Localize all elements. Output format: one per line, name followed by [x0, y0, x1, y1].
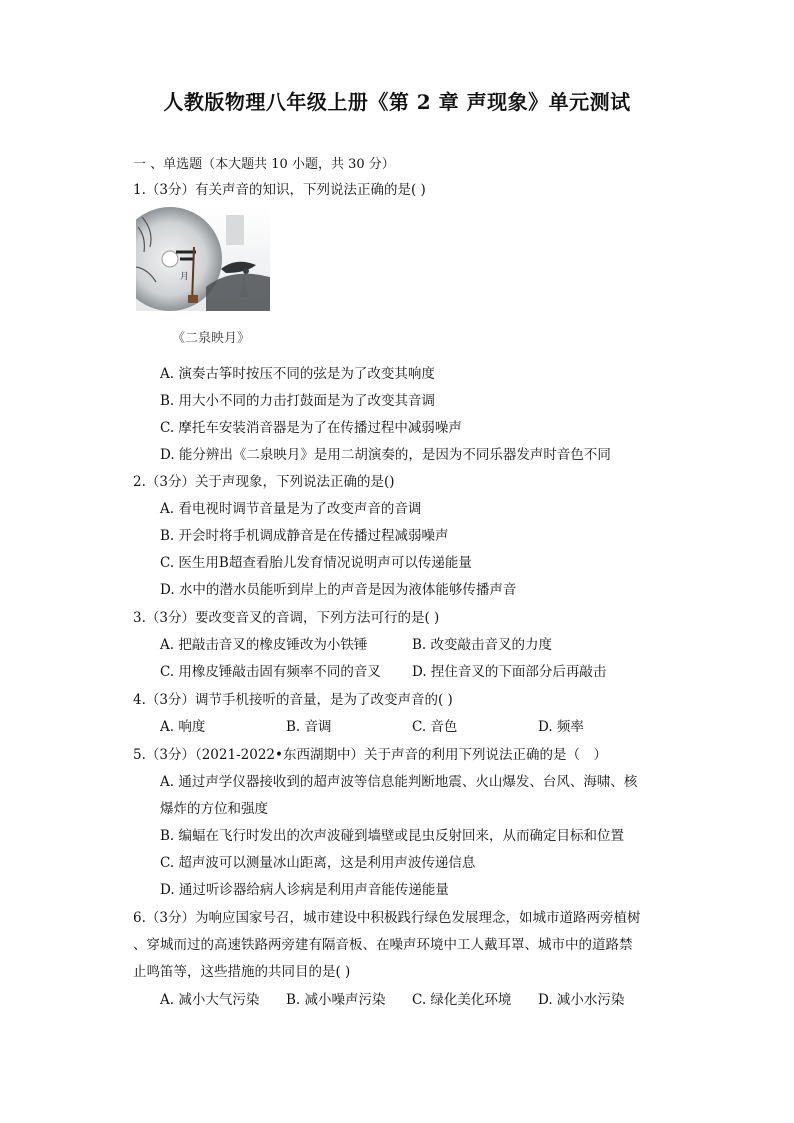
question-1-stem: 1.（3分）有关声音的知识，下列说法正确的是( ): [133, 182, 426, 198]
question-1-option-c: C. 摩托车安装消音器是为了在传播过程中减弱噪声: [160, 420, 462, 436]
question-4-stem: 4.（3分）调节手机接听的音量，是为了改变声音的( ): [133, 692, 453, 708]
question-1-option-a: A. 演奏古筝时按压不同的弦是为了改变其响度: [160, 366, 435, 382]
question-6-option-d: D. 减小水污染: [538, 992, 625, 1008]
question-6-option-a: A. 减小大气污染: [160, 992, 260, 1008]
question-2-option-b: B. 开会时将手机调成静音是在传播过程减弱噪声: [160, 528, 449, 544]
question-1-option-b: B. 用大小不同的力击打鼓面是为了改变其音调: [160, 393, 436, 409]
question-3-option-c: C. 用橡皮锤敲击固有频率不同的音叉: [160, 664, 381, 680]
question-5-option-a-continued: 爆炸的方位和强度: [160, 801, 268, 817]
question-5-option-a: A. 通过声学仪器接收到的超声波等信息能判断地震、火山爆发、台风、海啸、核: [160, 774, 638, 790]
page-title: 人教版物理八年级上册《第 2 章 声现象》单元测试: [163, 90, 631, 114]
question-5-option-b: B. 编蝠在飞行时发出的次声波碰到墙壁或昆虫反射回来，从而确定目标和位置: [160, 828, 625, 844]
album-cover-illustration: [136, 207, 270, 311]
question-2-option-d: D. 水中的潜水员能听到岸上的声音是因为液体能够传播声音: [160, 582, 517, 598]
question-2-option-c: C. 医生用B超查看胎儿发育情况说明声可以传递能量: [160, 555, 472, 571]
question-5-option-d: D. 通过听诊器给病人诊病是利用声音能传递能量: [160, 882, 449, 898]
question-6-stem: 6.（3分）为响应国家号召，城市建设中积极践行绿色发展理念，如城市道路两旁植树: [133, 910, 641, 926]
question-2-stem: 2.（3分）关于声现象，下列说法正确的是(): [133, 474, 395, 490]
question-6-stem-line-2: 、穿城而过的高速铁路两旁建有隔音板、在噪声环境中工人戴耳罩、城市中的道路禁: [133, 937, 633, 953]
svg-text:月: 月: [180, 272, 190, 282]
question-3-option-d: D. 捏住音叉的下面部分后再敲击: [412, 664, 607, 680]
question-1-option-d: D. 能分辨出《二泉映月》是用二胡演奏的，是因为不同乐器发声时音色不同: [160, 447, 611, 463]
album-cover-image: [136, 207, 270, 311]
question-2-option-a: A. 看电视时调节音量是为了改变声音的音调: [160, 501, 422, 517]
question-4-option-a: A. 响度: [160, 719, 206, 735]
question-4-option-b: B. 音调: [286, 719, 332, 735]
question-5-option-c: C. 超声波可以测量冰山距离，这是利用声波传递信息: [160, 855, 476, 871]
question-6-option-c: C. 绿化美化环境: [412, 992, 512, 1008]
question-4-option-d: D. 频率: [538, 719, 584, 735]
question-4-option-c: C. 音色: [412, 719, 458, 735]
question-3-stem: 3.（3分）要改变音叉的音调，下列方法可行的是( ): [133, 610, 440, 626]
question-3-option-b: B. 改变敲击音叉的力度: [412, 637, 553, 653]
section-heading: 一 、单选题（本大题共 10 小题，共 30 分）: [133, 157, 395, 172]
image-caption: 《二泉映月》: [172, 331, 251, 346]
question-6-stem-line-3: 止鸣笛等，这些措施的共同目的是( ): [133, 964, 351, 980]
question-3-option-a: A. 把敲击音叉的橡皮锤改为小铁锤: [160, 637, 368, 653]
question-6-option-b: B. 减小噪声污染: [286, 992, 386, 1008]
question-5-stem: 5.（3分）（2021-2022•东西湖期中）关于声音的利用下列说法正确的是（ ）: [133, 747, 607, 763]
